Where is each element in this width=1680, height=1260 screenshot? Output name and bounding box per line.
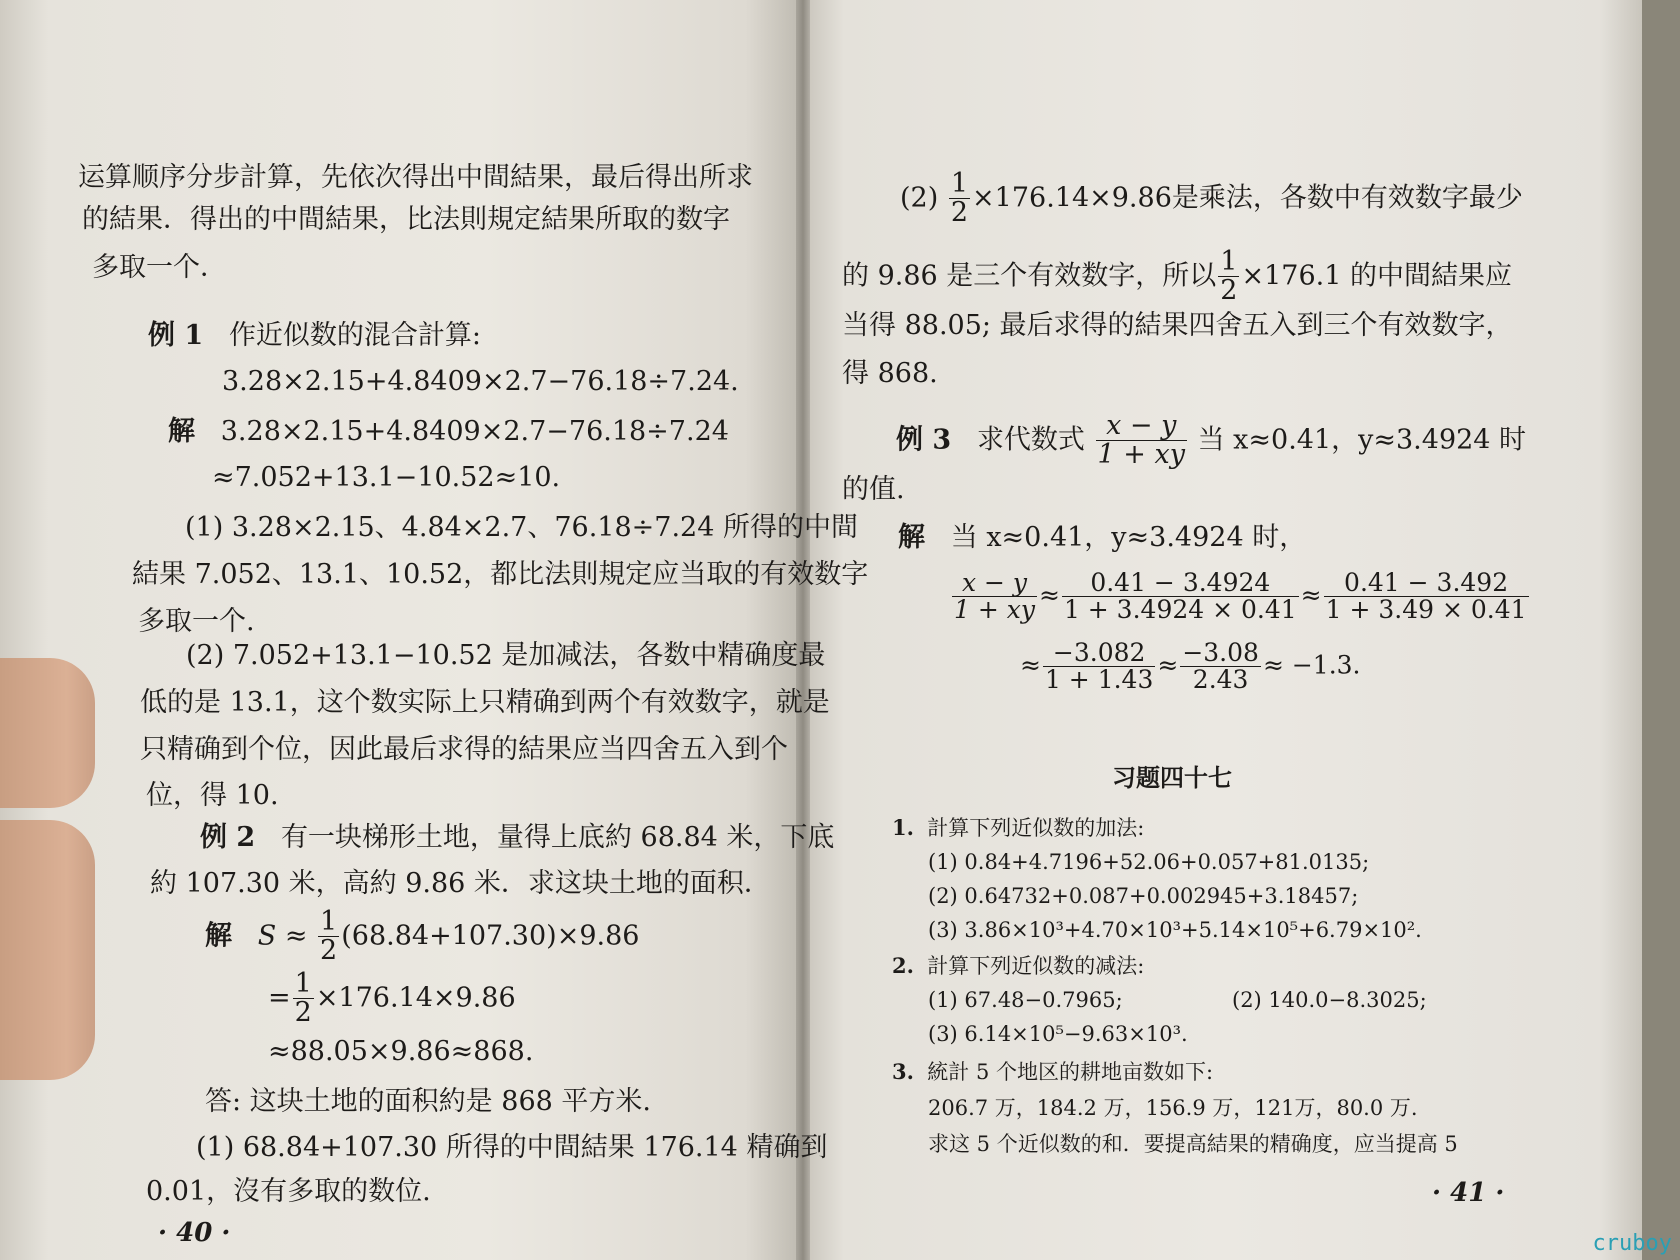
example3-label: 例 3 (896, 424, 952, 456)
ex2-note2-line3: 当得 88.05; 最后求得的結果四舍五入到三个有效数字， (842, 310, 1513, 341)
fraction-half: $\frac{1}{2}$ (950, 168, 969, 229)
example2-heading (200, 818, 834, 858)
exercise-2-item-1: (1) 67.48−0.7965; (928, 988, 1123, 1012)
fraction: $\frac{-3.082}{1 + 1.43}$ (1044, 638, 1154, 695)
equals-sign: = (268, 982, 291, 1014)
exercise-1-item-3: (3) 3.86×10³+4.70×10³+5.14×10⁵+6.79×10². (928, 918, 1422, 942)
thumb (0, 820, 95, 1080)
exercise-title: 习题四十七 (1112, 763, 1232, 792)
example3-heading: 例 3 求代数式 $\frac{x - y}{1 + xy}$ 当 x≈0.41，y≈3.4924 时 (896, 410, 1527, 471)
exercise-2-item-2: (2) 140.0−8.3025; (1232, 988, 1427, 1012)
example2-solution-1 (205, 908, 639, 966)
solution-label: 解 (205, 920, 232, 952)
fraction-half: $\frac{1}{2}$ (1220, 246, 1238, 307)
fraction: $\frac{x - y}{1 + xy}$ (954, 568, 1035, 625)
example1-heading (148, 316, 481, 356)
example2-label: 例 2 (200, 822, 256, 853)
exercise-3-line-2: 206.7 万，184.2 万，156.9 万，121万，80.0 万. (928, 1096, 1418, 1120)
exercise-2-item-3: (3) 6.14×10⁵−9.63×10³. (928, 1022, 1188, 1046)
thumb (0, 658, 95, 808)
exercise-1-item-2: (2) 0.64732+0.087+0.002945+3.18457; (928, 884, 1359, 908)
example3-line2: 的值. (842, 474, 905, 505)
left-line-2: 的結果．得出的中間結果，比法則規定結果所取的数字 (82, 204, 730, 235)
fraction: $\frac{0.41 - 3.4924}{1 + 3.4924 \times 0.41}$ (1063, 568, 1297, 625)
solution-expr-1: (68.84+107.30)×9.86 (341, 920, 640, 952)
left-line-3: 多取一个． (92, 252, 227, 283)
ex1-note1-line2: 結果 7.052、13.1、10.52，都比法則規定应当取的有效数字 (132, 559, 869, 590)
example2-line1: 有一块梯形土地，量得上底約 68.84 米，下底 (280, 822, 835, 853)
watermark: cruboy (1592, 1231, 1672, 1256)
ex1-note1-line1: (1) 3.28×2.15、4.84×2.7、76.18÷7.24 所得的中間 (185, 512, 858, 543)
fraction-half: $\frac{1}{2}$ (320, 906, 338, 967)
page-number-right: · 41 · (1432, 1178, 1505, 1208)
example1-title: 作近似数的混合計算: (228, 320, 482, 351)
example2-solution-3: ≈88.05×9.86≈868. (268, 1036, 534, 1067)
area-symbol: S ≈ (257, 920, 308, 952)
example3-solution-cond: 解 当 x≈0.41，y≈3.4924 时， (898, 522, 1307, 553)
ex2-note2-line4: 得 868. (842, 358, 938, 389)
fraction: $\frac{0.41 - 3.492}{1 + 3.49 \times 0.41}$ (1325, 568, 1527, 625)
exercise-2: 2. 計算下列近似数的减法: (892, 953, 1145, 978)
example1-solution (168, 412, 729, 452)
exercise-1: 1. 計算下列近似数的加法: (892, 815, 1145, 840)
expression-fraction: $\frac{x - y}{1 + xy}$ (1097, 410, 1185, 471)
exercise-1-item-1: (1) 0.84+4.7196+52.06+0.057+81.0135; (928, 850, 1370, 874)
ex2-note1-line1: (1) 68.84+107.30 所得的中間結果 176.14 精确到 (196, 1132, 828, 1163)
exercise-3: 3. 統計 5 个地区的耕地亩数如下: (892, 1059, 1214, 1084)
page-number-left: · 40 · (158, 1218, 231, 1248)
ex1-note1-line3: 多取一个. (138, 606, 255, 637)
fraction: $\frac{-3.08}{2.43}$ (1182, 638, 1259, 695)
example2-answer: 答: 这块土地的面积約是 868 平方米. (205, 1086, 651, 1117)
solution-label: 解 (898, 522, 925, 553)
ex1-note2-line1: (2) 7.052+13.1−10.52 是加减法，各数中精确度最 (186, 640, 826, 671)
left-line-1: 运算顺序分步計算，先依次得出中間結果，最后得出所求 (78, 162, 753, 193)
fraction-half: $\frac{1}{2}$ (294, 968, 312, 1029)
example2-line2: 約 107.30 米，高約 9.86 米．求这块土地的面积． (150, 868, 771, 899)
ex1-note2-line3: 只精确到个位，因此最后求得的結果应当四舍五入到个 (140, 734, 788, 765)
ex2-note1-line2: 0.01，沒有多取的数位. (146, 1176, 431, 1207)
example2-solution-2 (268, 970, 516, 1028)
example3-solution-row2: ≈ $\frac{-3.082}{1 + 1.43}$ ≈ $\frac{-3.08}{2.43}$ ≈ −1.3. (1020, 638, 1361, 695)
ex2-note2-line1: (2) $\frac{1}{2}$ ×176.14×9.86是乘法，各数中有效数字最少 (900, 168, 1523, 229)
solution-line-2: ≈7.052+13.1−10.52≈10. (212, 462, 561, 493)
solution-line-1: 3.28×2.15+4.8409×2.7−76.18÷7.24 (220, 416, 729, 447)
exercise-3-line-3: 求这 5 个近似数的和．要提高結果的精确度，应当提高 5 (928, 1132, 1458, 1156)
solution-label: 解 (168, 416, 195, 447)
book-gutter (796, 0, 810, 1260)
example1-expression: 3.28×2.15+4.8409×2.7−76.18÷7.24. (222, 366, 739, 397)
solution-expr-2: ×176.14×9.86 (315, 982, 516, 1014)
example1-label: 例 1 (148, 320, 204, 351)
ex1-note2-line2: 低的是 13.1，这个数实际上只精确到两个有效数字，就是 (140, 687, 830, 718)
ex1-note2-line4: 位，得 10. (146, 780, 279, 811)
ex2-note2-line2: 的 9.86 是三个有效数字，所以 $\frac{1}{2}$ ×176.1 的中間結果应 (842, 246, 1512, 307)
example3-solution-row1: $\frac{x - y}{1 + xy}$ ≈ $\frac{0.41 - 3.4924}{1 + 3.4924 \times 0.41}$ ≈ $\frac{0.41 - 3.492}{1 + 3.49 \times 0.41}$ (954, 568, 1527, 625)
